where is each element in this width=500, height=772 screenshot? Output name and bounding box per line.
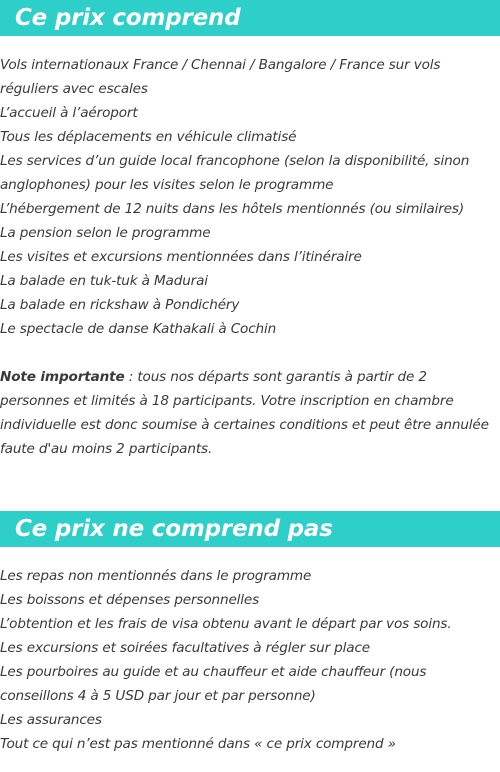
- includes-item: L’hébergement de 12 nuits dans les hôtels mentionnés (ou similaires): [0, 201, 464, 217]
- includes-header: [0, 0, 500, 36]
- excludes-item: Les excursions et soirées facultatives à régler sur place: [0, 640, 371, 656]
- includes-item: Les visites et excursions mentionnées dans l’itinéraire: [0, 249, 362, 265]
- includes-item: La balade en rickshaw à Pondichéry: [0, 297, 240, 313]
- note-text: : tous nos départs sont garantis à partir de 2 personnes et limités à 18 participants. Votre inscription en chambre individuelle est donc soumise à certaines conditions et peut être annulée faute d'au moins 2 participants.: [0, 369, 489, 457]
- excludes-item: Les repas non mentionnés dans le programme: [0, 568, 312, 584]
- excludes-item: Les assurances: [0, 712, 102, 728]
- excludes-item: Les boissons et dépenses personnelles: [0, 592, 260, 608]
- excludes-item: L’obtention et les frais de visa obtenu avant le départ par vos soins.: [0, 616, 452, 632]
- includes-item: Vols internationaux France / Chennai / Bangalore / France sur vols réguliers avec escales: [0, 57, 441, 97]
- excludes-title: Ce prix ne comprend pas: [15, 516, 333, 542]
- includes-list: [0, 53, 500, 341]
- includes-item: Les services d’un guide local francophone (selon la disponibilité, sinon anglophones) pour les visites selon le programme: [0, 153, 470, 193]
- includes-item: La pension selon le programme: [0, 225, 211, 241]
- excludes-header: [0, 511, 500, 547]
- includes-item: Le spectacle de danse Kathakali à Cochin: [0, 321, 277, 337]
- includes-item: La balade en tuk-tuk à Madurai: [0, 273, 208, 289]
- excludes-item: Les pourboires au guide et au chauffeur et aide chauffeur (nous conseillons 4 à 5 USD par jour et par personne): [0, 664, 427, 704]
- important-note: [0, 365, 500, 461]
- includes-item: Tous les déplacements en véhicule climatisé: [0, 129, 297, 145]
- note-label: Note importante: [0, 369, 125, 385]
- excludes-item: Tout ce qui n’est pas mentionné dans « ce prix comprend »: [0, 736, 396, 752]
- includes-item: L’accueil à l’aéroport: [0, 105, 138, 121]
- includes-title: Ce prix comprend: [15, 5, 241, 31]
- excludes-list: [0, 564, 500, 756]
